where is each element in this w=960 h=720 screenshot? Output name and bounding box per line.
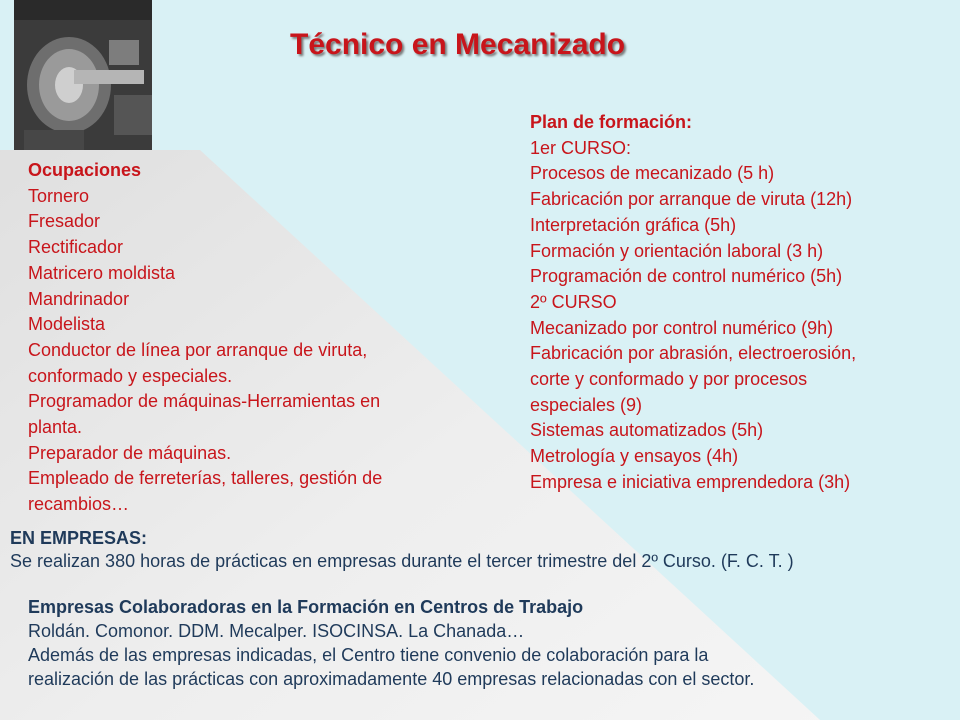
ocupacion-item: Rectificador (28, 237, 124, 258)
plan-item: Sistemas automatizados (5h) (530, 420, 764, 441)
plan-item: 1er CURSO: (530, 137, 632, 158)
colaboradoras-heading: Empresas Colaboradoras en la Formación en Centros de Trabajo (28, 597, 584, 617)
plan-item: corte y conformado y por procesos (530, 369, 808, 390)
ocupaciones-heading: Ocupaciones (28, 160, 142, 180)
lathe-machine-photo (14, 0, 152, 150)
ocupacion-item: Modelista (28, 314, 106, 335)
empresas-text: Se realizan 380 horas de prácticas en empresas durante el tercer trimestre del 2º Curso. (F. C. T. ) (10, 551, 794, 571)
ocupacion-item: Programador de máquinas-Herramientas en (28, 391, 381, 412)
plan-item: 2º CURSO (530, 291, 617, 312)
plan-item: Procesos de mecanizado (5 h) (530, 163, 775, 184)
ocupacion-item: planta. (28, 417, 83, 438)
ocupacion-item: Matricero moldista (28, 262, 176, 283)
ocupacion-item: recambios… (28, 494, 130, 515)
plan-item: Metrología y ensayos (4h) (530, 446, 739, 467)
plan-item: Formación y orientación laboral (3 h) (530, 240, 824, 261)
plan-item: Programación de control numérico (5h) (530, 266, 843, 287)
en-empresas-section (10, 527, 955, 573)
ocupacion-item: Empleado de ferreterías, talleres, gestión de (28, 468, 383, 489)
ocupacion-item: Mandrinador (28, 288, 130, 309)
empresas-heading: EN EMPRESAS: (10, 528, 148, 548)
plan-heading: Plan de formación: (530, 112, 693, 132)
colaboradoras-line: Roldán. Comonor. DDM. Mecalper. ISOCINSA. La Chanada… (28, 621, 525, 641)
plan-item: especiales (9) (530, 394, 643, 415)
ocupacion-item: Preparador de máquinas. (28, 442, 232, 463)
colaboradoras-line: Además de las empresas indicadas, el Centro tiene convenio de colaboración para la (28, 645, 709, 665)
plan-item: Interpretación gráfica (5h) (530, 214, 737, 235)
plan-item: Fabricación por abrasión, electroerosión, (530, 343, 857, 364)
ocupacion-item: Conductor de línea por arranque de viruta, (28, 339, 368, 360)
page-title: Técnico en Mecanizado (290, 28, 626, 61)
plan-item: Fabricación por arranque de viruta (12h) (530, 189, 853, 210)
ocupacion-item: Tornero (28, 185, 90, 206)
ocupaciones-section (28, 158, 478, 518)
plan-item: Mecanizado por control numérico (9h) (530, 317, 834, 338)
colaboradoras-section (28, 595, 958, 691)
ocupacion-item: Fresador (28, 211, 101, 232)
colaboradoras-line: realización de las prácticas con aproximadamente 40 empresas relacionadas con el sector. (28, 669, 755, 689)
ocupacion-item: conformado y especiales. (28, 365, 233, 386)
plan-item: Empresa e iniciativa emprendedora (3h) (530, 471, 851, 492)
plan-formacion-section (530, 110, 950, 496)
